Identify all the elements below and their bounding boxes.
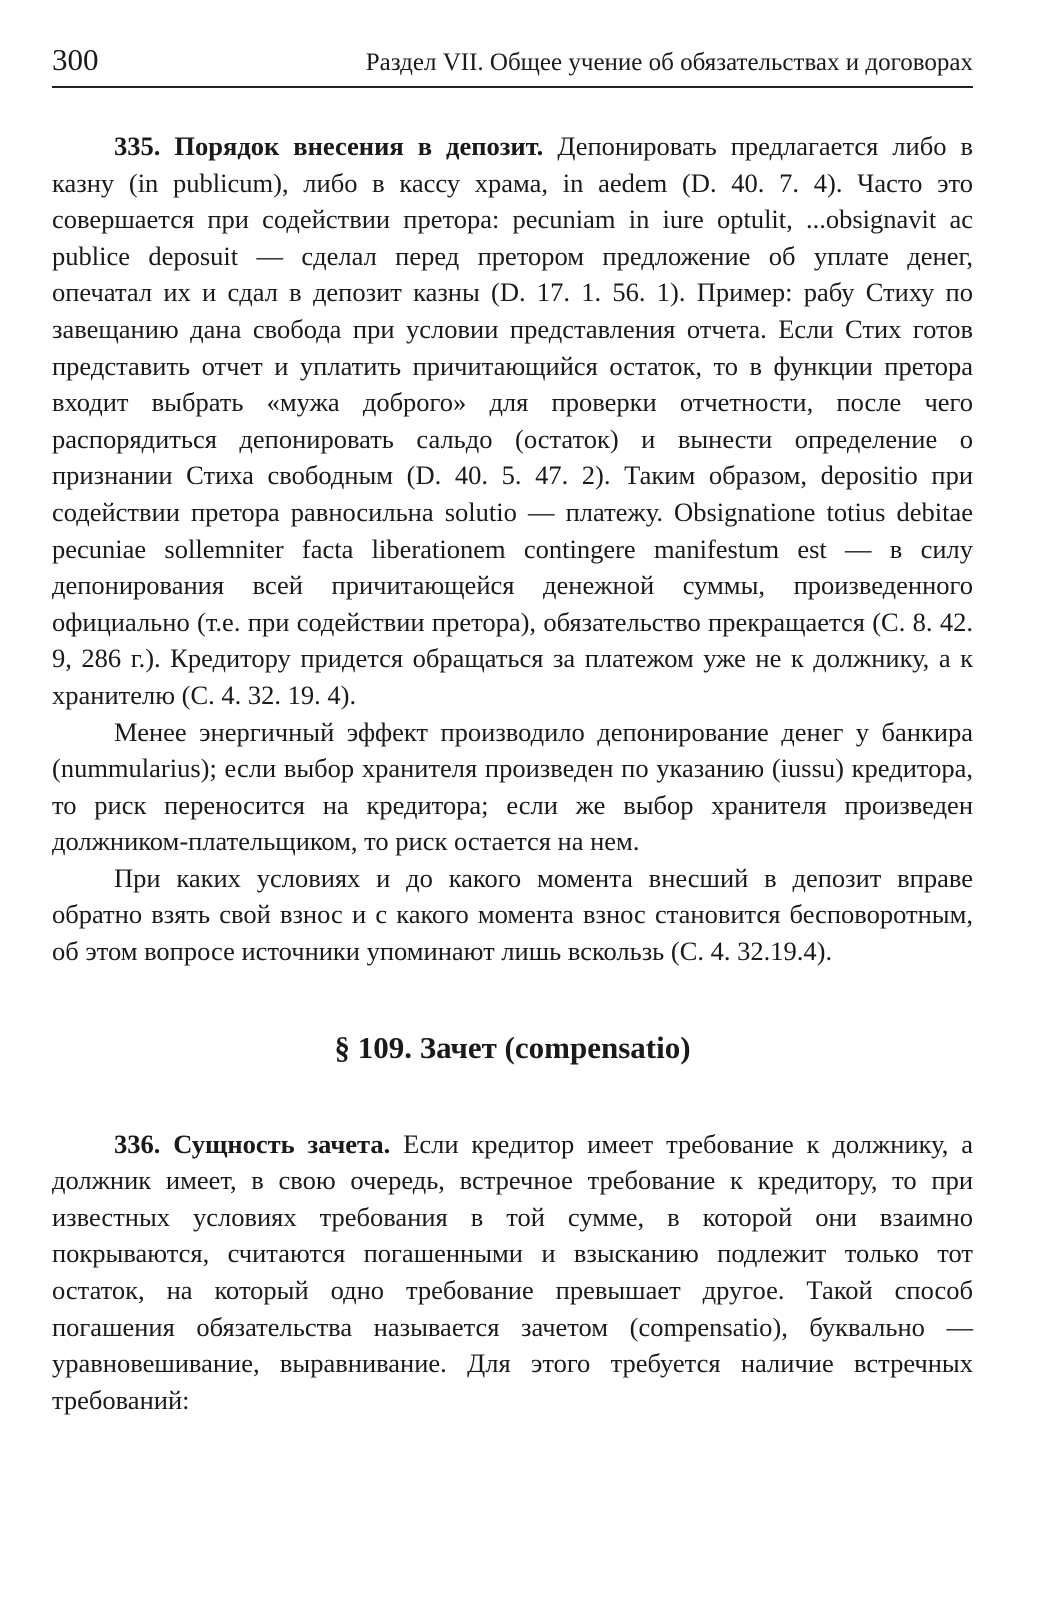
header-rule	[52, 86, 973, 88]
section-heading: § 109. Зачет (compensatio)	[334, 1029, 691, 1065]
running-head	[52, 38, 973, 82]
paragraph-335	[52, 128, 973, 714]
paragraph	[52, 714, 973, 860]
paragraph-text: Если кредитор имеет требование к должнику, а должник имеет, в свою очередь, встречное требование к кредитору, то при известных условиях требования в той сумме, в которой они взаимно покрываются, считаются погашенными и взысканию подлежит только тот остаток, на который одно требование превышает другое. Такой способ погашения обязательства называется зачетом (compensatio), буквально — уравновешивание, выравнивание. Для этого требуется наличие встречных требований:	[52, 1128, 974, 1415]
paragraph-heading: 336. Сущность зачета.	[114, 1128, 391, 1159]
book-page	[52, 38, 973, 1418]
paragraph-336	[52, 1126, 973, 1419]
paragraph-text: Депонировать предлагается либо в казну (in publicum), либо в кассу храма, in aedem (D. 40. 7. 4). Часто это совершается при содействии претора: pecuniam in iure optulit, ...obsignavit ac publice deposuit — сделал перед претором предложение об уплате денег, опечатал их и сдал в депозит казны (D. 17. 1. 56. 1). Пример: рабу Стиху по завещанию дана свобода при условии представления отчета. Если Стих готов представить отчет и уплатить причитающийся остаток, то в функции претора входит выбрать «мужа доброго» для проверки отчетности, после чего распорядиться депонировать сальдо (остаток) и вынести определение о признании Стиха свободным (D. 40. 5. 47. 2). Таким образом, depositio при содействии претора равносильна solutio — платежу. Obsignatione totius debitae pecuniae sollemniter facta liberationem contingere manifestum est — в силу депонирования всей причитающейся денежной суммы, произведенного официально (т.е. при содействии претора), обязательство прекращается (С. 8. 42. 9, 286 г.). Кредитору придется обращаться за платежом уже не к должнику, а к хранителю (С. 4. 32. 19. 4).	[52, 131, 974, 710]
paragraph	[52, 860, 973, 970]
paragraph-text: Менее энергичный эффект производило депонирование денег у банкира (nummularius); если выбор хранителя произведен по указанию (iussu) кредитора, то риск переносится на кредитора; если же выбор хранителя произведен должником-плательщиком, то риск остается на нем.	[52, 716, 973, 857]
paragraph-text: При каких условиях и до какого момента внесший в депозит вправе обратно взять свой взнос и с какого момента взнос становится бесповоротным, об этом вопросе источники упоминают лишь вскользь (С. 4. 32.19.4).	[52, 862, 973, 967]
paragraph-heading: 335. Порядок внесения в депозит.	[114, 131, 544, 161]
body-text	[52, 128, 973, 1418]
running-title: Раздел VII. Общее учение об обязательствах и договорах	[365, 49, 973, 76]
page-number: 300	[52, 42, 99, 77]
